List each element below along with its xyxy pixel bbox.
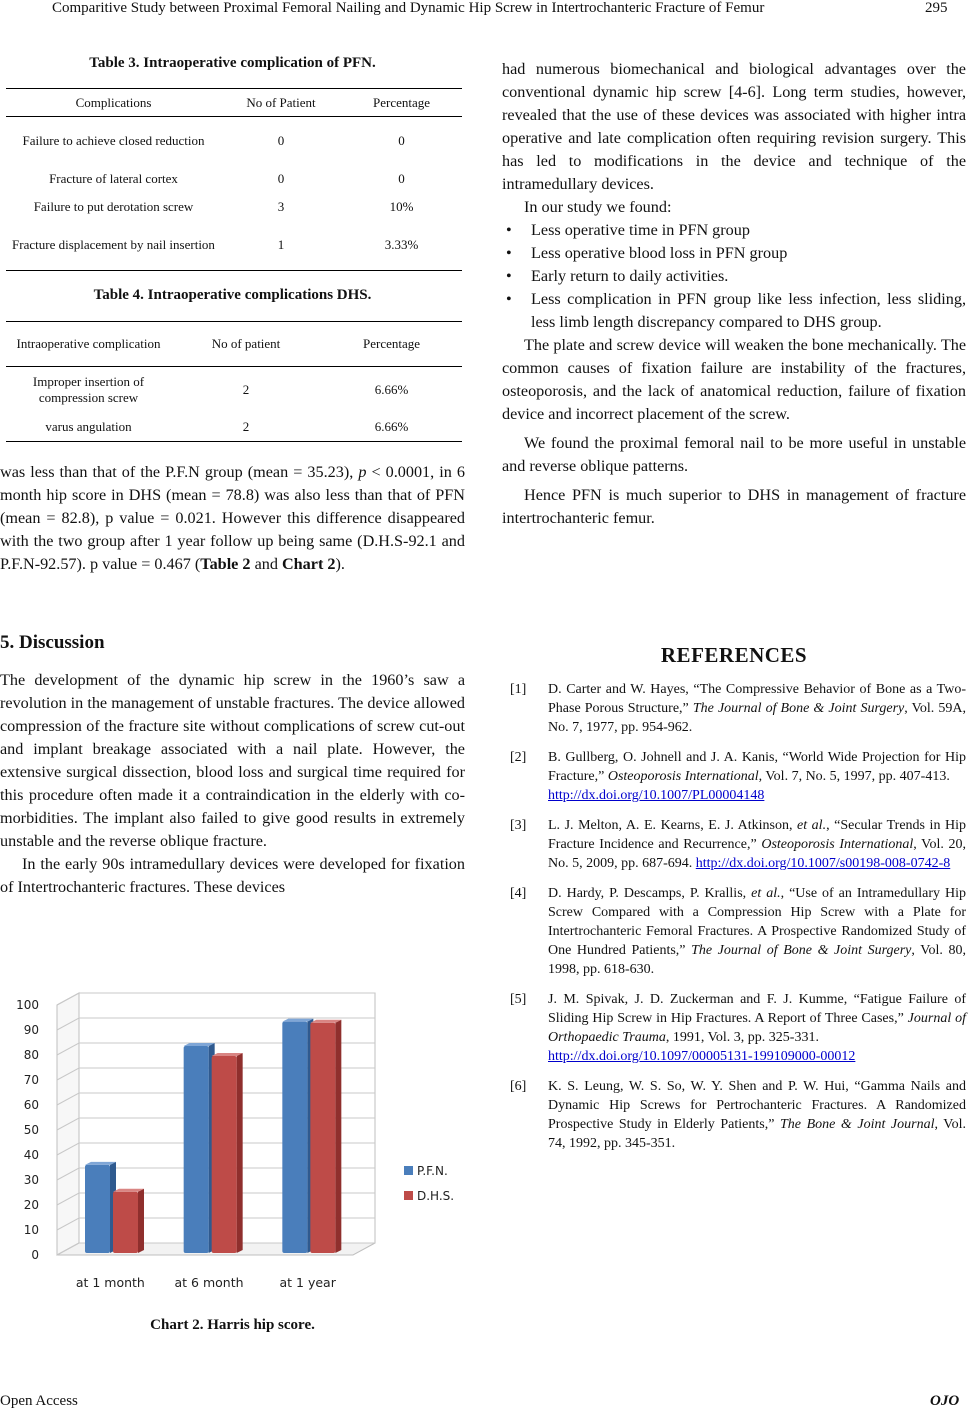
discussion-paragraph: We found the proximal femoral nail to be more useful in unstable and reverse oblique patterns. <box>502 434 966 475</box>
legend-swatch <box>404 1191 413 1200</box>
table-ref-link[interactable]: Table 2 <box>200 555 251 573</box>
bar-side <box>335 1020 341 1253</box>
reference-text: , Vol. 20, No. 5, 2009, pp. 687-694. <box>548 837 966 871</box>
discussion-paragraph: The plate and screw device will weaken the bone mechanically. The common causes of fixation failure are instability of the fractures, osteoporosis, and the lack of anatomical reduction, failure of fixation device and incorrect placement of the screw. <box>502 336 966 423</box>
discussion-paragraph: had numerous biomechanical and biological advantages over the conventional dynamic hip screw [4-6]. Long term studies, however, revealed that the use of these devices was associated with higher intra operative and late complication often requiring revision surgery. This has led to modifications in the device and technique of the intramedullary devices. <box>502 60 966 193</box>
bar-pfn <box>184 1043 215 1253</box>
x-category-label: at 6 month <box>174 1275 244 1290</box>
bar-pfn <box>282 1019 313 1253</box>
table3-cell: Fracture of lateral cortex <box>49 170 178 186</box>
table-row <box>6 221 462 271</box>
table-row <box>6 117 462 165</box>
reference-journal: Osteoporosis International <box>607 769 759 784</box>
reference-number: [2] <box>510 750 527 765</box>
harris-hip-score-chart <box>0 960 480 1320</box>
table3 <box>6 88 462 271</box>
page-number: 295 <box>925 0 948 16</box>
legend-swatch <box>404 1166 413 1175</box>
y-tick-label: 40 <box>23 1148 39 1162</box>
table4-cell: varus angulation <box>6 413 171 442</box>
table4-cell: 2 <box>171 413 321 442</box>
reference-text: L. J. Melton, A. E. Kearns, E. J. Atkinson, <box>548 818 798 833</box>
reference-item <box>510 748 966 805</box>
table3-cell: 0 <box>277 170 285 186</box>
text-run: was less than that of the P.F.N group (mean = 35.23), <box>0 463 359 481</box>
legend-label: D.H.S. <box>417 1189 455 1203</box>
table-row <box>6 413 462 442</box>
table4-cell: Improper insertion of compression screw <box>32 373 145 405</box>
table3-cell: 3 <box>277 198 285 214</box>
bar-front <box>184 1046 209 1253</box>
doi-link[interactable]: http://dx.doi.org/10.1007/PL00004148 <box>548 788 765 803</box>
reference-text: , 1991, Vol. 3, pp. 325-331. <box>665 1030 819 1045</box>
reference-number: [1] <box>510 682 527 697</box>
chart-ref-link[interactable]: Chart 2 <box>281 555 336 573</box>
table3-cell: 0 <box>398 132 405 148</box>
y-tick-label: 100 <box>16 998 39 1012</box>
reference-journal: The Journal of Bone & Joint Surgery <box>692 701 905 716</box>
bar-front <box>282 1022 307 1253</box>
table3-cell: 0 <box>277 132 285 148</box>
bar-dhs <box>113 1189 144 1253</box>
table4-cell: 6.66% <box>374 381 409 397</box>
bar-side <box>138 1189 144 1253</box>
reference-text: D. Hardy, P. Descamps, P. Krallis, <box>548 886 752 901</box>
reference-journal: The Bone & Joint Journal <box>780 1117 935 1132</box>
table3-header: No of Patient <box>221 89 341 117</box>
table-row <box>6 367 462 413</box>
list-item <box>502 265 966 288</box>
table3-caption: Table 3. Intraoperative complication of PFN. <box>89 55 376 71</box>
bar-pfn <box>85 1162 116 1253</box>
footer-journal: OJO <box>930 1393 960 1409</box>
y-tick-label: 10 <box>23 1223 39 1237</box>
x-category-label: at 1 month <box>75 1275 145 1290</box>
left-column-text <box>0 461 465 576</box>
table3-cell: Failure to achieve closed reduction <box>22 132 205 148</box>
y-tick-label: 70 <box>23 1073 39 1087</box>
table3-header: Complications <box>6 89 221 117</box>
reference-item <box>510 680 966 737</box>
y-tick-label: 90 <box>23 1023 39 1037</box>
reference-number: [5] <box>510 992 527 1007</box>
text-run: < 0.0001, in 6 month hip score in DHS (mean = 78.8) was also less than that of PFN (mean = 82.8), p value = 0.021. However this difference disappeared with the two group after 1 year follow up being same (D.H.S-92.1 and P.F.N-92.57). p value = 0.467 ( <box>0 463 465 573</box>
reference-text: K. S. Leung, W. S. So, W. Y. Shen and P. W. Hui, “Gamma Nails and Dynamic Hip Screws for Pertrochanteric Fractures. A Randomized Prospective Study in Elderly Patients,” <box>548 1079 966 1132</box>
list-item-text: Less complication in PFN group like less infection, less sliding, less limb length discrepancy compared to DHS group. <box>531 290 966 331</box>
table4-cell: 2 <box>242 381 250 397</box>
list-item <box>502 219 966 242</box>
reference-text: , “Use of an Intramedullary Hip Screw Compared with a Compression Hip Screw with a Plate for Intertrochanteric Femoral Fractures. A Prospective Randomized Study of One Hundred Patients,” <box>548 886 966 958</box>
reference-journal: Osteoporosis International <box>761 837 914 852</box>
table4-caption: Table 4. Intraoperative complications DHS. <box>93 287 372 303</box>
table-row <box>6 165 462 193</box>
reference-text: , “Secular Trends in Hip Fracture Incidence and Recurrence,” <box>548 818 967 852</box>
reference-journal: Journal of Orthopaedic Trauma <box>548 1011 966 1045</box>
reference-text: J. M. Spivak, J. D. Zuckerman and F. J. Kumme, “Fatigue Failure of Sliding Hip Screw in Hip Fractures. A Report of Three Cases,” <box>548 992 966 1026</box>
list-item <box>502 242 966 265</box>
legend-label: P.F.N. <box>417 1164 448 1178</box>
table4-header: Percentage <box>321 322 462 367</box>
table3-cell: 0 <box>398 170 405 186</box>
reference-text: , Vol. 7, No. 5, 1997, pp. 407-413. <box>758 769 950 784</box>
y-tick-label: 60 <box>23 1098 39 1112</box>
table-row <box>6 193 462 221</box>
table4 <box>6 321 462 442</box>
doi-link[interactable]: http://dx.doi.org/10.1007/s00198-008-0742-8 <box>695 856 951 871</box>
reference-journal: The Journal of Bone & Joint Surgery <box>691 943 912 958</box>
reference-text: , Vol. 59A, No. 7, 1977, pp. 954-962. <box>548 701 966 735</box>
list-item <box>502 288 966 334</box>
reference-text: D. Carter and W. Hayes, “The Compressive Behavior of Bone as a Two-Phase Porous Structure,” <box>548 682 966 716</box>
table3-cell: Fracture displacement by nail insertion <box>6 221 221 271</box>
text-run: ). <box>335 555 345 573</box>
discussion-paragraph: The development of the dynamic hip screw in the 1960’s saw a revolution in the management of unstable fractures. The device allowed compression of the fracture site without complications of screw cut-out and implant breakage associated with a nail plate. However, the extensive surgical dissection, blood loss and surgical time required for this procedure often made it a contraindication in the elderly with co-morbidities. The implant also failed to give good results in extremely unstable and the reverse oblique fracture. <box>0 671 465 850</box>
reference-number: [4] <box>510 886 527 901</box>
bullet-icon: • <box>506 267 512 285</box>
table3-header: Percentage <box>341 89 462 117</box>
references-heading: REFERENCES <box>660 643 808 667</box>
text-run: p <box>358 463 367 481</box>
bar-front <box>113 1192 138 1253</box>
y-tick-label: 80 <box>23 1048 39 1062</box>
text-run: and <box>250 555 282 573</box>
reference-text: , Vol. 80, 1998, pp. 618-630. <box>548 943 966 977</box>
bar-front <box>310 1023 335 1253</box>
y-tick-label: 30 <box>23 1173 39 1187</box>
reference-item <box>510 884 966 979</box>
table3-cell: Failure to put derotation screw <box>33 198 194 214</box>
right-column-text <box>502 58 966 530</box>
footer-open-access: Open Access <box>0 1393 78 1409</box>
section-heading: 5. Discussion <box>0 632 105 653</box>
table4-cell: 6.66% <box>321 413 462 442</box>
results-paragraph <box>0 461 465 576</box>
x-category-label: at 1 year <box>279 1275 336 1290</box>
bullet-icon: • <box>506 221 512 239</box>
reference-text: B. Gullberg, O. Johnell and J. A. Kanis, “World Wide Projection for Hip Fracture,” <box>548 750 966 784</box>
running-head <box>0 0 969 26</box>
bullet-icon: • <box>506 244 512 262</box>
table4-header: No of patient <box>171 322 321 367</box>
reference-number: [3] <box>510 818 527 833</box>
list-item-text: Early return to daily activities. <box>531 267 729 285</box>
doi-link[interactable]: http://dx.doi.org/10.1097/00005131-199109000-00012 <box>548 1049 856 1064</box>
reference-etal: et al. <box>751 886 781 901</box>
chart-caption: Chart 2. Harris hip score. <box>150 1317 315 1333</box>
table3-cell: 3.33% <box>341 221 462 271</box>
reference-number: [6] <box>510 1079 527 1094</box>
y-tick-label: 50 <box>23 1123 39 1137</box>
bar-front <box>85 1165 110 1253</box>
reference-item <box>510 816 966 873</box>
bar-side <box>237 1053 243 1253</box>
discussion-text <box>0 669 465 899</box>
reference-text: , Vol. 74, 1992, pp. 345-351. <box>548 1117 966 1151</box>
references-list <box>510 680 966 1164</box>
list-item-text: Less operative blood loss in PFN group <box>531 244 788 262</box>
findings-intro: In our study we found: <box>524 198 672 216</box>
bar-front <box>212 1056 237 1253</box>
findings-list <box>502 219 966 334</box>
running-head-title: Comparitive Study between Proximal Femoral Nailing and Dynamic Hip Screw in Intertrochanteric Fracture of Femur <box>52 0 765 16</box>
conclusion-paragraph: Hence PFN is much superior to DHS in management of fracture intertrochanteric femur. <box>502 486 966 527</box>
reference-etal: et al. <box>797 818 827 833</box>
y-tick-label: 20 <box>23 1198 39 1212</box>
reference-item <box>510 990 966 1066</box>
bullet-icon: • <box>506 290 512 308</box>
y-tick-label: 0 <box>31 1248 39 1262</box>
table3-cell: 1 <box>221 221 341 271</box>
discussion-paragraph: In the early 90s intramedullary devices were developed for fixation of Intertrochanteric fractures. These devices <box>0 855 465 896</box>
table4-header: Intraoperative complication <box>6 322 171 367</box>
bar-dhs <box>310 1020 341 1253</box>
list-item-text: Less operative time in PFN group <box>531 221 750 239</box>
reference-item <box>510 1077 966 1153</box>
table3-cell: 10% <box>389 198 414 214</box>
bar-dhs <box>212 1053 243 1253</box>
